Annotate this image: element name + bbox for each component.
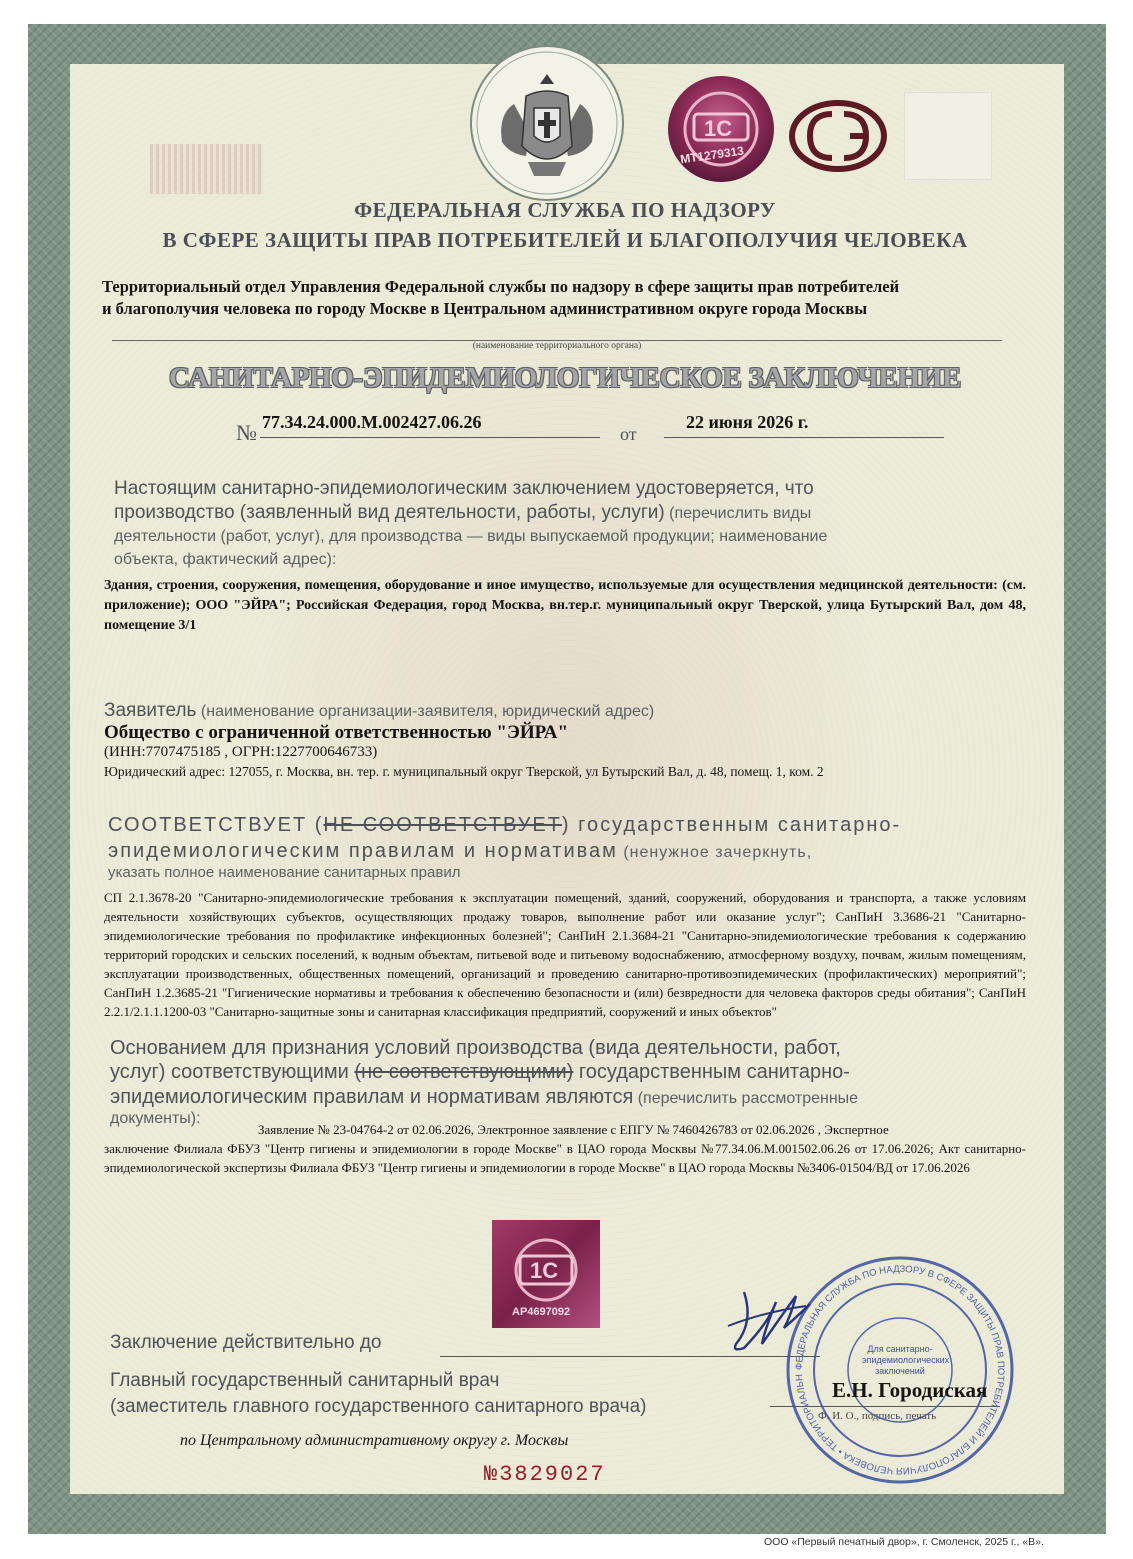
- certificate-date: 22 июня 2026 г.: [686, 412, 809, 432]
- conformity-line-2-small: (ненужное зачеркнуть,: [617, 844, 813, 861]
- applicant-header: [104, 700, 1004, 722]
- applicant-name: Общество с ограниченной ответственностью "ЭЙРА": [104, 722, 569, 743]
- svg-text:1С: 1С: [530, 1258, 559, 1283]
- territorial-line-2: и благополучия человека по городу Москве в Центральном административном округе города Москвы: [102, 299, 868, 318]
- emblem-icon: [468, 44, 626, 202]
- basis-line-2-a: услуг) соответствующими: [110, 1061, 349, 1083]
- signer-district: по Центральному административному округу г. Москвы: [180, 1432, 569, 1449]
- conformity-yes: СООТВЕТСТВУЕТ: [108, 814, 308, 836]
- signer-role-deputy: (заместитель главного государственного санитарного врача): [110, 1396, 647, 1417]
- hologram-top-code: МТ1279313: [679, 143, 745, 167]
- certify-line-4: объекта, фактический адрес):: [114, 551, 337, 568]
- agency-line-1: ФЕДЕРАЛЬНАЯ СЛУЖБА ПО НАДЗОРУ: [354, 198, 776, 222]
- number-prefix: №: [236, 420, 257, 445]
- certificate-number: 77.34.24.000.М.002427.06.26: [262, 412, 482, 432]
- stamp-center-text: Для санитарно-эпидемиологических заключений: [862, 1344, 950, 1376]
- signer-role: Главный государственный санитарный врач: [110, 1370, 500, 1391]
- svg-text:1С: 1С: [704, 116, 733, 141]
- date-underline: [664, 437, 944, 438]
- signer-name: Е.Н. Городиская: [832, 1378, 988, 1402]
- conformity-no-close: ): [561, 814, 571, 836]
- conformity-mark-icon: [788, 100, 888, 172]
- certify-line-2: [114, 502, 1004, 524]
- date-from: от: [620, 424, 637, 444]
- security-strip: [150, 144, 262, 194]
- hologram-seal-icon: [666, 74, 776, 184]
- conformity-no-open: (: [314, 814, 324, 836]
- document-title: САНИТАРНО-ЭПИДЕМИОЛОГИЧЕСКОЕ ЗАКЛЮЧЕНИЕ: [168, 362, 962, 394]
- validity-label: Заключение действительно до: [110, 1332, 382, 1353]
- certify-line-2-main: производство (заявленный вид деятельности, работы, услуги): [114, 502, 665, 523]
- conformity-line-2: [108, 838, 1008, 864]
- blank-square: [904, 92, 992, 180]
- applicant-address: Юридический адрес: 127055, г. Москва, вн. тер. г. муниципальный округ Тверской, ул Бутырский Вал, д. 48, помещ. 1, ком. 2: [104, 764, 824, 779]
- basis-line-1: Основанием для признания условий производства (вида деятельности, работ,: [110, 1037, 841, 1059]
- basis-line-3: [110, 1086, 1010, 1109]
- printer-imprint: ООО «Первый печатный двор», г. Смоленск, 2025 г., «В».: [764, 1536, 1044, 1548]
- basis-line-3-main: эпидемиологическим правилам и нормативам являются: [110, 1086, 634, 1108]
- basis-line-2: [110, 1061, 1010, 1084]
- certify-line-1: Настоящим санитарно-эпидемиологическим заключением удостоверяется, что: [114, 478, 814, 499]
- certify-line-3: деятельности (работ, услуг), для производства — виды выпускаемой продукции; наименование: [114, 528, 828, 545]
- territorial-line-1: Территориальный отдел Управления Федеральной службы по надзору в сфере защиты прав потребителей: [102, 277, 900, 296]
- basis-line-3-small: (перечислить рассмотренные: [633, 1090, 859, 1107]
- signer-caption: Ф. И. О., подпись, печать: [818, 1410, 937, 1422]
- number-underline: [260, 437, 600, 438]
- territorial-caption: (наименование территориального органа): [472, 341, 642, 351]
- basis-docs-first: Заявление № 23-04764-2 от 02.06.2026, Электронное заявление с ЕПГУ № 7460426783 от 02.06.2026 , Экспертное: [258, 1122, 889, 1137]
- conformity-line-3: указать полное наименование санитарных правил: [108, 864, 461, 881]
- sanitary-rules-text: СП 2.1.3678-20 "Санитарно-эпидемиологические требования к эксплуатации помещений, зданий, сооружений, оборудования и транспорта, а также условиям деятельности хозяйствующих субъектов, осуществляющих продажу товаров, выполнение работ или оказание услуг"; СанПиН 3.3686-21 "Санитарно-эпидемиологические требования по профилактике инфекционных болезней"; СанПиН 2.1.3684-21 "Санитарно-эпидемиологические требования к содержанию территорий городских и сельских поселений, к водным объектам, питьевой воде и питьевому водоснабжению, атмосферному воздуху, почвам, жилым помещениям, эксплуатации производственных, общественных помещений, организаций и проведению санитарно-противоэпидемических (профилактических) мероприятий"; СанПиН 1.2.3685-21 "Гигиенические нормативы и требования к обеспечению безопасности и (или) безвредности для человека факторов среды обитания"; СанПиН 2.2.1/2.1.1.1200-03 "Санитарно-защитные зоны и санитарная классификация предприятий, сооружений и иных объектов": [104, 890, 1026, 1019]
- basis-docs-text: заключение Филиала ФБУЗ "Центр гигиены и эпидемиологии в городе Москве" в ЦАО города Москвы №77.34.06.М.001502.06.26 от 17.06.2026; Акт санитарно-эпидемиологической экспертизы Филиала ФБУЗ "Центр гигиены и эпидемиологии в городе Москве" в ЦАО города Москвы №3406-01504/ВД от 17.06.2026: [104, 1141, 1026, 1175]
- basis-line-4: документы):: [110, 1110, 201, 1127]
- certify-line-2-small: (перечислить виды: [664, 505, 812, 522]
- certified-object-text: Здания, строения, сооружения, помещения, оборудование и иное имущество, используемые для осуществления медицинской деятельности: (см. приложение); ООО "ЭЙРА"; Российская Федерация, город Москва, вн.тер.г. муниципальный округ Тверской, улица Бутырский Вал, дом 48, помещение 3/1: [104, 578, 1026, 633]
- applicant-label-small: (наименование организации-заявителя, юридический адрес): [196, 703, 655, 720]
- applicant-label: Заявитель: [104, 700, 197, 721]
- basis-line-2-b: государственным санитарно-: [573, 1061, 850, 1083]
- conformity-no: НЕ СООТВЕТСТВУЕТ: [323, 814, 562, 836]
- conformity-line-2-main: эпидемиологическим правилам и нормативам: [108, 840, 618, 862]
- stamp-ring-text: ФЕДЕРАЛЬНАЯ СЛУЖБА ПО НАДЗОРУ В СФЕРЕ ЗАЩИТЫ ПРАВ ПОТРЕБИТЕЛЕЙ И БЛАГОПОЛУЧИЯ ЧЕЛОВЕКА • ТЕРРИТОРИАЛЬН: [793, 1263, 1007, 1477]
- conformity-line-1: [108, 812, 1008, 838]
- hologram-bottom-code: АР4697092: [512, 1306, 571, 1318]
- blank-serial-number: №3829027: [484, 1462, 606, 1487]
- signature-scribble: [714, 1282, 814, 1362]
- basis-line-2-strike: (не соответствующими): [354, 1061, 574, 1083]
- applicant-ids: (ИНН:7707475185 , ОГРН:1227700646733): [104, 744, 378, 760]
- conformity-rest: государственным санитарно-: [570, 814, 902, 836]
- agency-line-2: В СФЕРЕ ЗАЩИТЫ ПРАВ ПОТРЕБИТЕЛЕЙ И БЛАГОПОЛУЧИЯ ЧЕЛОВЕКА: [162, 228, 968, 252]
